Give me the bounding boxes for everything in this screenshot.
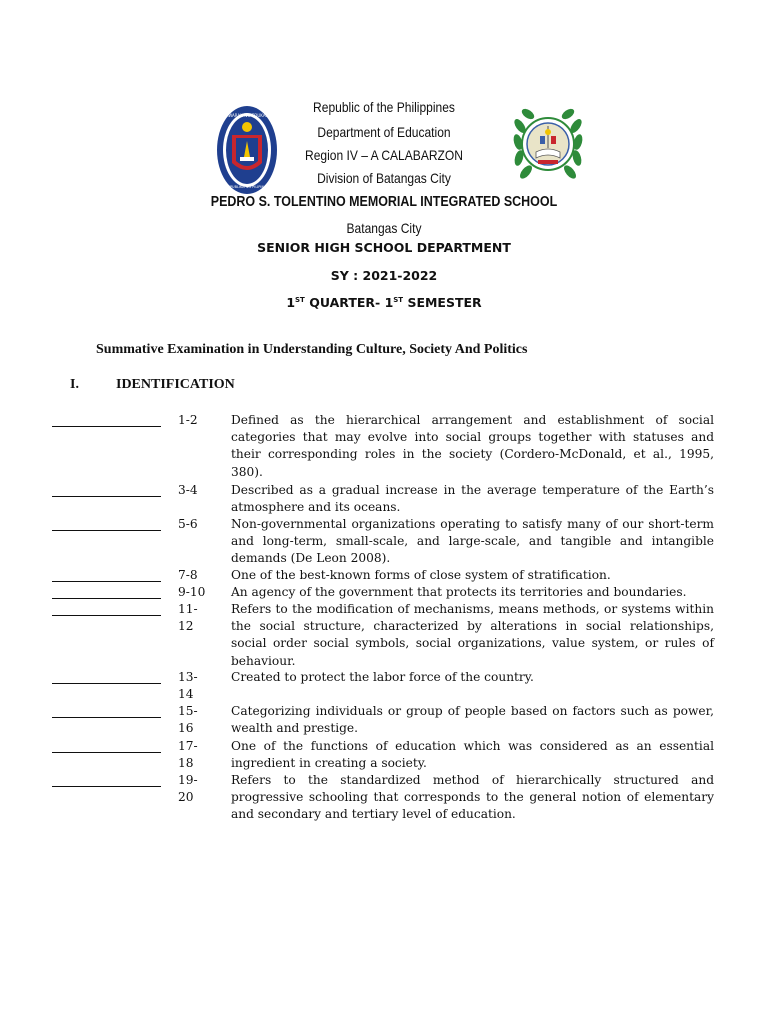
item-number: 7-8 [178,568,198,582]
answer-blank[interactable] [52,717,161,718]
item-description: Categorizing individuals or group of people based on factors such as power, wealth and prestige. [231,704,714,736]
seal-ring-text-top: KAGAWARAN NG EDUKASYON [217,113,277,118]
answer-blank[interactable] [52,786,161,787]
header-city: Batangas City [346,220,422,236]
quarter-number: 1 [286,295,296,310]
answer-blank[interactable] [52,683,161,684]
item-number: 19- 20 [178,773,198,805]
section-number: I. [70,377,79,392]
item-number: 9-10 [178,585,206,599]
item-description: Defined as the hierarchical arrangement and establishment of social categories that may evolve into social groups together with statuses and their corresponding roles in the society (Cordero-McDonald, et al., 1995, 380). [231,413,714,479]
item-number: 1-2 [178,413,198,427]
answer-blank[interactable] [52,581,161,582]
header-republic: Republic of the Philippines [313,99,455,115]
header-school-year: SY : 2021-2022 [330,268,438,283]
item-description: Described as a gradual increase in the average temperature of the Earth’s atmosphere and its oceans. [231,483,714,515]
item-number: 3-4 [178,483,198,497]
quarter-label: QUARTER- [304,295,385,310]
item-description: Non-governmental organizations operating to satisfy many of our short-term and long-term, small-scale, and large-scale, and tangible and intangible demands (De Leon 2008). [231,517,714,566]
item-description: Created to protect the labor force of the country. [231,670,534,684]
answer-blank[interactable] [52,530,161,531]
header-school-name: PEDRO S. TOLENTINO MEMORIAL INTEGRATED SCHOOL [210,194,558,210]
header-division: Division of Batangas City [317,170,451,186]
item-description: Refers to the standardized method of hierarchically structured and progressive schooling that corresponds to the general notion of elementary and secondary and tertiary level of education. [231,773,714,822]
item-number: 17- 18 [178,739,198,771]
answer-blank[interactable] [52,598,161,599]
item-number: 11- 12 [178,602,198,634]
header-quarter-semester [0,295,768,310]
semester-ordinal: ST [393,296,404,304]
exam-title: Summative Examination in Understanding Culture, Society And Politics [96,342,528,357]
item-number: 13- 14 [178,670,198,702]
answer-blank[interactable] [52,426,161,427]
answer-blank[interactable] [52,752,161,753]
item-description: Refers to the modification of mechanisms, means methods, or systems within the social structure, characterized by alterations in social relationships, social order social symbols, social organizations, value system, or rules of behaviour. [231,602,714,668]
answer-blank[interactable] [52,615,161,616]
section-title: IDENTIFICATION [116,377,235,392]
item-number: 15- 16 [178,704,198,736]
seal-ring-text-bottom: REPUBLIKA NG PILIPINAS [225,185,269,189]
semester-number: 1 [384,295,394,310]
item-description: One of the best-known forms of close system of stratification. [231,568,611,582]
item-description: One of the functions of education which was considered as an essential ingredient in creating a society. [231,739,714,771]
item-description: An agency of the government that protects its territories and boundaries. [231,585,687,599]
semester-label: SEMESTER [403,295,482,310]
item-number: 5-6 [178,517,198,531]
quarter-ordinal: ST [295,296,305,304]
header-region: Region IV – A CALABARZON [305,147,463,163]
header-shs-department: SENIOR HIGH SCHOOL DEPARTMENT [257,240,511,255]
header-department: Department of Education [317,124,451,140]
answer-blank[interactable] [52,496,161,497]
